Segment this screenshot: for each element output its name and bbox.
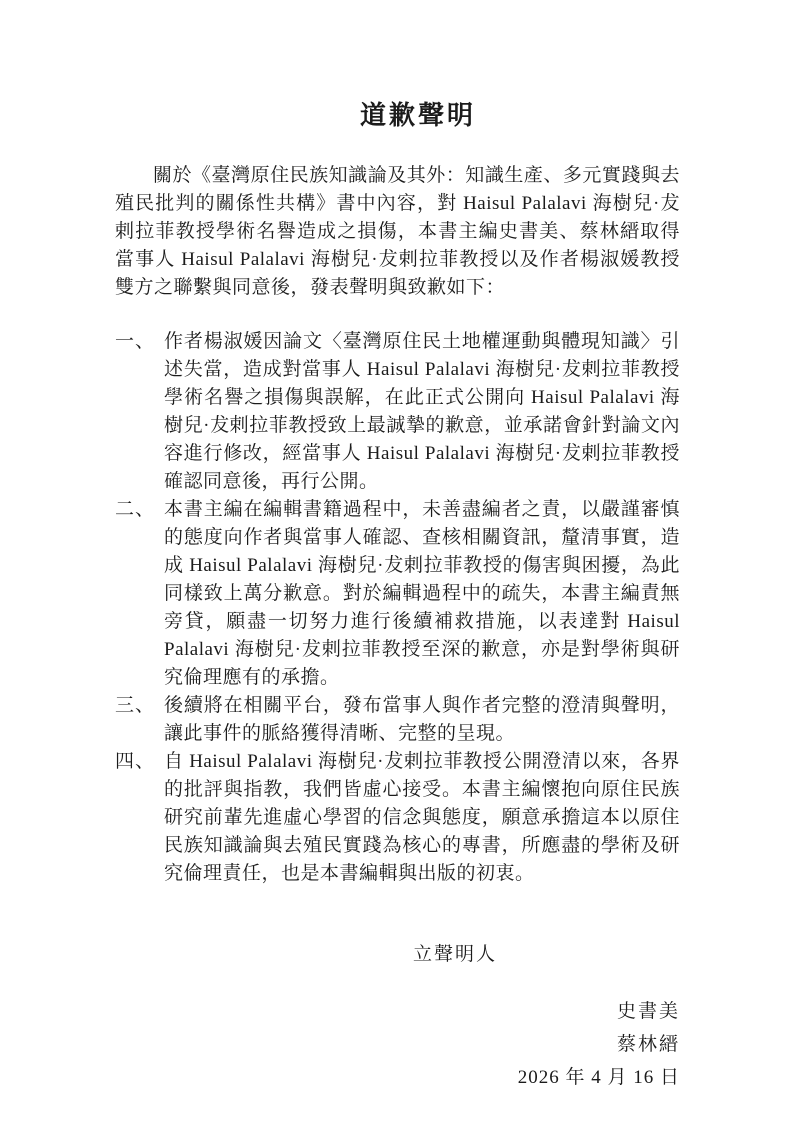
item-2-marker: 二、 <box>115 499 156 520</box>
statement-item-2 <box>115 496 680 692</box>
declarant-label: 立聲明人 <box>412 944 497 965</box>
statement-list <box>115 328 680 888</box>
document-title: 道歉聲明 <box>359 101 476 130</box>
document-body <box>115 162 680 1094</box>
intro-paragraph: 關於《臺灣原住民族知識論及其外：知識生產、多元實踐與去殖民批判的關係性共構》書中內容，對 Haisul Palalavi 海樹兒·犮剌拉菲教授學術名譽造成之損傷，本書主編史書美、蔡林縉取得當事人 Haisul Palalavi 海樹兒·犮剌拉菲教授以及作者楊淑媛教授雙方之聯繫與同意後，發表聲明與致歉如下： <box>115 165 680 298</box>
item-4-text: 自 Haisul Palalavi 海樹兒·犮剌拉菲教授公開澄清以來，各界的批評與指教，我們皆虛心接受。本書主編懷抱向原住民族研究前輩先進虛心學習的信念與態度，願意承擔這本以原住民族知識論與去殖民實踐為核心的專書，所應盡的學術及研究倫理責任，也是本書編輯與出版的初衷。 <box>164 751 680 884</box>
item-2-text: 本書主編在編輯書籍過程中，未善盡編者之責，以嚴謹審慎的態度向作者與當事人確認、查核相關資訊，釐清事實，造成 Haisul Palalavi 海樹兒·犮剌拉菲教授的傷害與困擾，為此同樣致上萬分歉意。對於編輯過程中的疏失，本書主編責無旁貸，願盡一切努力進行後續補救措施，以表達對 Haisul Palalavi 海樹兒·犮剌拉菲教授至深的歉意，亦是對學術與研究倫理應有的承擔。 <box>164 499 680 688</box>
statement-item-1 <box>115 328 680 496</box>
signatory-name-1: 史書美 <box>616 1001 680 1022</box>
item-1-marker: 一、 <box>115 331 156 352</box>
statement-item-3 <box>115 692 680 748</box>
item-1-text: 作者楊淑媛因論文〈臺灣原住民土地權運動與體現知識〉引述失當，造成對當事人 Haisul Palalavi 海樹兒·犮剌拉菲教授學術名譽之損傷與誤解，在此正式公開向 Haisul Palalavi 海樹兒·犮剌拉菲教授致上最誠摯的歉意，並承諾會針對論文內容進行修改，經當事人 Haisul Palalavi 海樹兒·犮剌拉菲教授確認同意後，再行公開。 <box>164 331 680 492</box>
signature-block <box>115 995 680 1094</box>
statement-item-4 <box>115 748 680 888</box>
signatory-name-2: 蔡林縉 <box>616 1034 680 1055</box>
item-3-text: 後續將在相關平台，發布當事人與作者完整的澄清與聲明，讓此事件的脈絡獲得清晰、完整的呈現。 <box>164 695 680 744</box>
item-4-marker: 四、 <box>115 751 156 772</box>
signature-date: 2026 年 4 月 16 日 <box>517 1067 680 1088</box>
item-3-marker: 三、 <box>115 695 156 716</box>
